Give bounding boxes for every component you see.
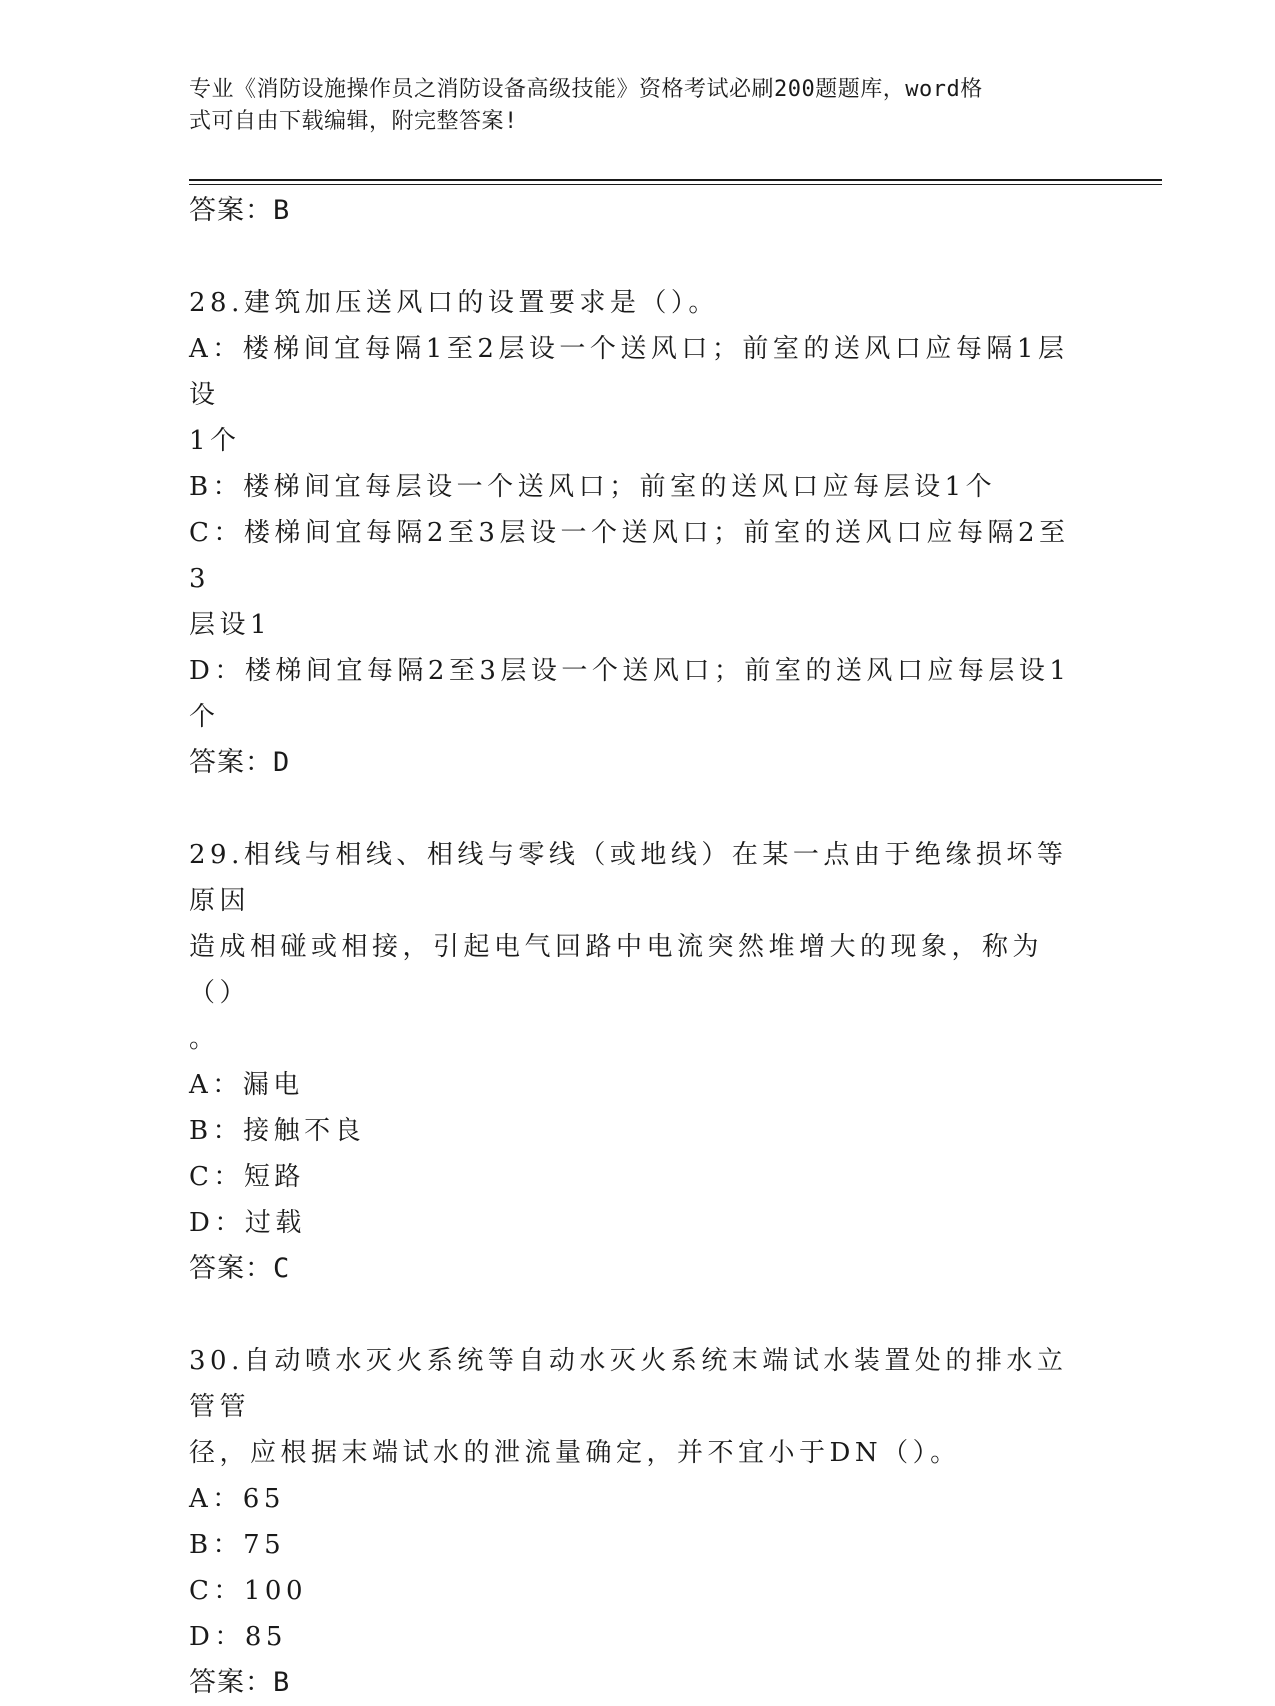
question-list xyxy=(189,188,1089,1706)
option-text-cont: 层设1 xyxy=(189,610,272,640)
question-stem-cont: 造成相碰或相接，引起电气回路中电流突然堆增大的现象，称为（） xyxy=(189,932,1044,1008)
option-d xyxy=(189,1200,1089,1246)
option-text-cont: 1个 xyxy=(189,426,241,456)
spacer xyxy=(189,1292,1089,1338)
question-29 xyxy=(189,832,1089,1292)
option-text: A：楼梯间宜每隔1至2层设一个送风口；前室的送风口应每隔1层设 xyxy=(189,334,1069,410)
option-text: D：85 xyxy=(189,1622,287,1652)
question-28 xyxy=(189,280,1089,786)
question-stem-cont: 径，应根据末端试水的泄流量确定，并不宜小于DN（）。 xyxy=(189,1438,961,1468)
spacer xyxy=(189,786,1089,832)
header-divider-thick xyxy=(189,179,1162,181)
option-b xyxy=(189,1108,1089,1154)
option-text: C：100 xyxy=(189,1576,308,1606)
option-text: D：过载 xyxy=(189,1208,306,1238)
header-title-line-1: 专业《消防设施操作员之消防设备高级技能》资格考试必刷200题题库，word格 xyxy=(189,77,983,102)
question-stem: 29.相线与相线、相线与零线（或地线）在某一点由于绝缘损坏等原因 xyxy=(189,840,1068,916)
header-divider-thin xyxy=(189,184,1162,185)
answer-line: 答案：D xyxy=(189,747,291,778)
spacer xyxy=(189,234,1089,280)
option-c xyxy=(189,510,1089,648)
option-b xyxy=(189,1522,1089,1568)
question-stem: 30.自动喷水灭火系统等自动水灭火系统末端试水装置处的排水立管管 xyxy=(189,1346,1068,1422)
question-30 xyxy=(189,1338,1089,1706)
option-text: B：75 xyxy=(189,1530,286,1560)
option-d xyxy=(189,1614,1089,1660)
option-text: B：接触不良 xyxy=(189,1116,366,1146)
option-text: A：65 xyxy=(189,1484,285,1514)
option-a xyxy=(189,1476,1089,1522)
option-text: C：短路 xyxy=(189,1162,305,1192)
option-text: D：楼梯间宜每隔2至3层设一个送风口；前室的送风口应每层设1个 xyxy=(189,656,1071,732)
answer-line: 答案：C xyxy=(189,1253,291,1284)
question-stem-cont: 。 xyxy=(189,1024,220,1054)
option-text: B：楼梯间宜每层设一个送风口；前室的送风口应每层设1个 xyxy=(189,472,997,502)
option-c xyxy=(189,1568,1089,1614)
previous-answer: 答案：B xyxy=(189,195,291,226)
question-stem: 28.建筑加压送风口的设置要求是（）。 xyxy=(189,288,719,318)
answer-line: 答案：B xyxy=(189,1667,291,1698)
option-c xyxy=(189,1154,1089,1200)
header-title-line-2: 式可自由下载编辑，附完整答案! xyxy=(189,109,518,134)
option-a xyxy=(189,1062,1089,1108)
document-header xyxy=(189,74,1089,138)
option-b xyxy=(189,464,1089,510)
option-text: A：漏电 xyxy=(189,1070,304,1100)
option-text: C：楼梯间宜每隔2至3层设一个送风口；前室的送风口应每隔2至3 xyxy=(189,518,1070,594)
option-a xyxy=(189,326,1089,464)
option-d xyxy=(189,648,1089,740)
